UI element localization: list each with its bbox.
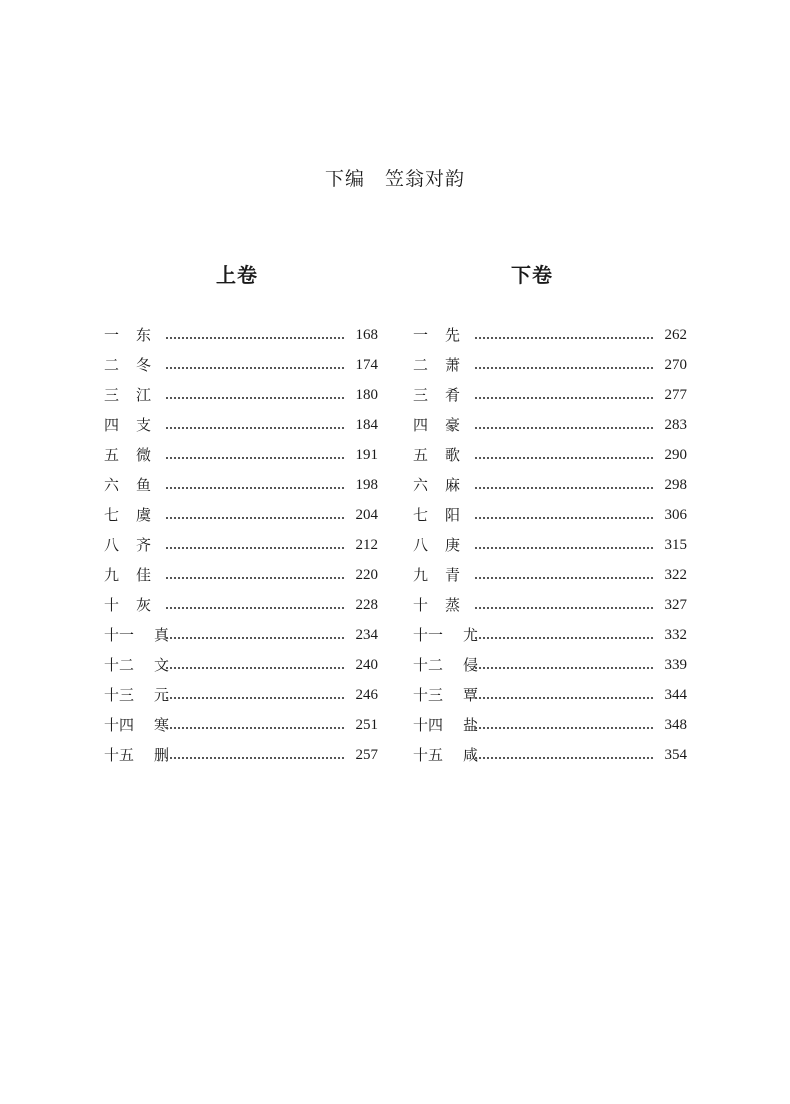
dot-leader xyxy=(475,517,653,519)
toc-entry xyxy=(413,502,687,532)
chapter-number: 十三 xyxy=(104,686,135,704)
chapter-number: 二 xyxy=(413,356,429,374)
rhyme-character: 佳 xyxy=(136,566,152,584)
dot-leader xyxy=(166,367,344,369)
toc-entry xyxy=(413,742,687,772)
chapter-number: 三 xyxy=(413,386,429,404)
toc-entry xyxy=(104,742,378,772)
toc-entry xyxy=(413,442,687,472)
rhyme-character: 麻 xyxy=(445,476,461,494)
dot-leader xyxy=(475,337,653,339)
chapter-number: 十五 xyxy=(104,746,135,764)
page-number: 348 xyxy=(664,717,687,733)
chapter-number: 九 xyxy=(104,566,120,584)
chapter-number: 六 xyxy=(104,476,120,494)
page-number: 277 xyxy=(664,387,687,403)
chapter-number: 八 xyxy=(104,536,120,554)
chapter-number: 十 xyxy=(413,596,429,614)
rhyme-character: 东 xyxy=(136,326,152,344)
toc-entry xyxy=(413,352,687,382)
toc-entry xyxy=(104,712,378,742)
chapter-number: 四 xyxy=(104,416,120,434)
rhyme-character: 豪 xyxy=(445,416,461,434)
toc-entry xyxy=(413,682,687,712)
toc-entry xyxy=(413,382,687,412)
page-number: 306 xyxy=(664,507,687,523)
page-number: 168 xyxy=(355,327,378,343)
rhyme-character: 删 xyxy=(154,746,170,764)
toc-entry xyxy=(104,322,378,352)
page-number: 262 xyxy=(664,327,687,343)
page-number: 344 xyxy=(664,687,687,703)
page-number: 315 xyxy=(664,537,687,553)
rhyme-character: 冬 xyxy=(136,356,152,374)
page-number: 327 xyxy=(664,597,687,613)
rhyme-character: 江 xyxy=(136,386,152,404)
page-number: 198 xyxy=(355,477,378,493)
chapter-number: 一 xyxy=(413,326,429,344)
dot-leader xyxy=(166,487,344,489)
toc-entry xyxy=(104,532,378,562)
page-number: 220 xyxy=(355,567,378,583)
chapter-number: 十二 xyxy=(104,656,135,674)
dot-leader xyxy=(166,337,344,339)
rhyme-character: 阳 xyxy=(445,506,461,524)
chapter-number: 十一 xyxy=(413,626,444,644)
rhyme-character: 文 xyxy=(154,656,170,674)
chapter-number: 三 xyxy=(104,386,120,404)
page-number: 354 xyxy=(664,747,687,763)
toc-entry xyxy=(413,592,687,622)
rhyme-character: 覃 xyxy=(463,686,479,704)
toc-entry xyxy=(104,592,378,622)
dot-leader xyxy=(475,487,653,489)
rhyme-character: 歌 xyxy=(445,446,461,464)
page-number: 174 xyxy=(355,357,378,373)
rhyme-character: 真 xyxy=(154,626,170,644)
dot-leader xyxy=(166,427,344,429)
chapter-number: 六 xyxy=(413,476,429,494)
dot-leader xyxy=(475,637,653,639)
rhyme-character: 侵 xyxy=(463,656,479,674)
rhyme-character: 鱼 xyxy=(136,476,152,494)
dot-leader xyxy=(475,427,653,429)
toc-entry xyxy=(104,622,378,652)
chapter-number: 一 xyxy=(104,326,120,344)
chapter-number: 七 xyxy=(413,506,429,524)
page-number: 191 xyxy=(355,447,378,463)
chapter-number: 五 xyxy=(104,446,120,464)
chapter-number: 十三 xyxy=(413,686,444,704)
toc-entry xyxy=(413,532,687,562)
rhyme-character: 萧 xyxy=(445,356,461,374)
dot-leader xyxy=(166,697,344,699)
page-number: 290 xyxy=(664,447,687,463)
toc-entry xyxy=(413,322,687,352)
rhyme-character: 庚 xyxy=(445,536,461,554)
page-number: 251 xyxy=(355,717,378,733)
dot-leader xyxy=(166,457,344,459)
dot-leader xyxy=(475,697,653,699)
rhyme-character: 先 xyxy=(445,326,461,344)
toc-entry xyxy=(413,712,687,742)
page-number: 257 xyxy=(355,747,378,763)
page-title: 下编 笠翁对韵 xyxy=(324,168,465,190)
chapter-number: 七 xyxy=(104,506,120,524)
dot-leader xyxy=(166,757,344,759)
chapter-number: 十二 xyxy=(413,656,444,674)
page-number: 339 xyxy=(664,657,687,673)
page-number: 212 xyxy=(355,537,378,553)
toc-entry xyxy=(413,622,687,652)
chapter-number: 十四 xyxy=(413,716,444,734)
dot-leader xyxy=(166,577,344,579)
rhyme-character: 青 xyxy=(445,566,461,584)
toc-entry xyxy=(104,412,378,442)
toc-entry xyxy=(104,472,378,502)
toc-entry xyxy=(413,412,687,442)
rhyme-character: 寒 xyxy=(154,716,170,734)
page-number: 184 xyxy=(355,417,378,433)
chapter-number: 四 xyxy=(413,416,429,434)
toc-entry xyxy=(104,382,378,412)
rhyme-character: 蒸 xyxy=(445,596,461,614)
page-number: 298 xyxy=(664,477,687,493)
page-number: 332 xyxy=(664,627,687,643)
rhyme-character: 齐 xyxy=(136,536,152,554)
volume-heading-upper: 上卷 xyxy=(216,263,258,287)
chapter-number: 十四 xyxy=(104,716,135,734)
rhyme-character: 盐 xyxy=(463,716,479,734)
toc-entry xyxy=(413,472,687,502)
toc-entry xyxy=(104,352,378,382)
dot-leader xyxy=(166,727,344,729)
chapter-number: 五 xyxy=(413,446,429,464)
toc-entry xyxy=(413,562,687,592)
toc-entry xyxy=(413,652,687,682)
toc-list-upper xyxy=(104,322,378,772)
rhyme-character: 虞 xyxy=(136,506,152,524)
toc-list-lower xyxy=(413,322,687,772)
page-number: 283 xyxy=(664,417,687,433)
dot-leader xyxy=(166,397,344,399)
chapter-number: 八 xyxy=(413,536,429,554)
page-number: 204 xyxy=(355,507,378,523)
rhyme-character: 尤 xyxy=(463,626,479,644)
toc-entry xyxy=(104,682,378,712)
rhyme-character: 微 xyxy=(136,446,152,464)
volume-heading-lower: 下卷 xyxy=(511,263,553,287)
page-number: 240 xyxy=(355,657,378,673)
dot-leader xyxy=(475,667,653,669)
page-number: 234 xyxy=(355,627,378,643)
toc-entry xyxy=(104,562,378,592)
rhyme-character: 肴 xyxy=(445,386,461,404)
dot-leader xyxy=(166,547,344,549)
toc-entry xyxy=(104,652,378,682)
dot-leader xyxy=(475,757,653,759)
dot-leader xyxy=(475,547,653,549)
page-number: 270 xyxy=(664,357,687,373)
toc-entry xyxy=(104,442,378,472)
dot-leader xyxy=(475,397,653,399)
dot-leader xyxy=(475,367,653,369)
chapter-number: 二 xyxy=(104,356,120,374)
dot-leader xyxy=(166,637,344,639)
page-number: 228 xyxy=(355,597,378,613)
page-number: 246 xyxy=(355,687,378,703)
rhyme-character: 灰 xyxy=(136,596,152,614)
rhyme-character: 元 xyxy=(154,686,170,704)
chapter-number: 十 xyxy=(104,596,120,614)
toc-entry xyxy=(104,502,378,532)
dot-leader xyxy=(475,457,653,459)
chapter-number: 十一 xyxy=(104,626,135,644)
page-number: 180 xyxy=(355,387,378,403)
chapter-number: 九 xyxy=(413,566,429,584)
chapter-number: 十五 xyxy=(413,746,444,764)
dot-leader xyxy=(166,607,344,609)
dot-leader xyxy=(475,607,653,609)
dot-leader xyxy=(166,517,344,519)
page-number: 322 xyxy=(664,567,687,583)
dot-leader xyxy=(475,727,653,729)
rhyme-character: 咸 xyxy=(463,746,479,764)
rhyme-character: 支 xyxy=(136,416,152,434)
dot-leader xyxy=(475,577,653,579)
dot-leader xyxy=(166,667,344,669)
